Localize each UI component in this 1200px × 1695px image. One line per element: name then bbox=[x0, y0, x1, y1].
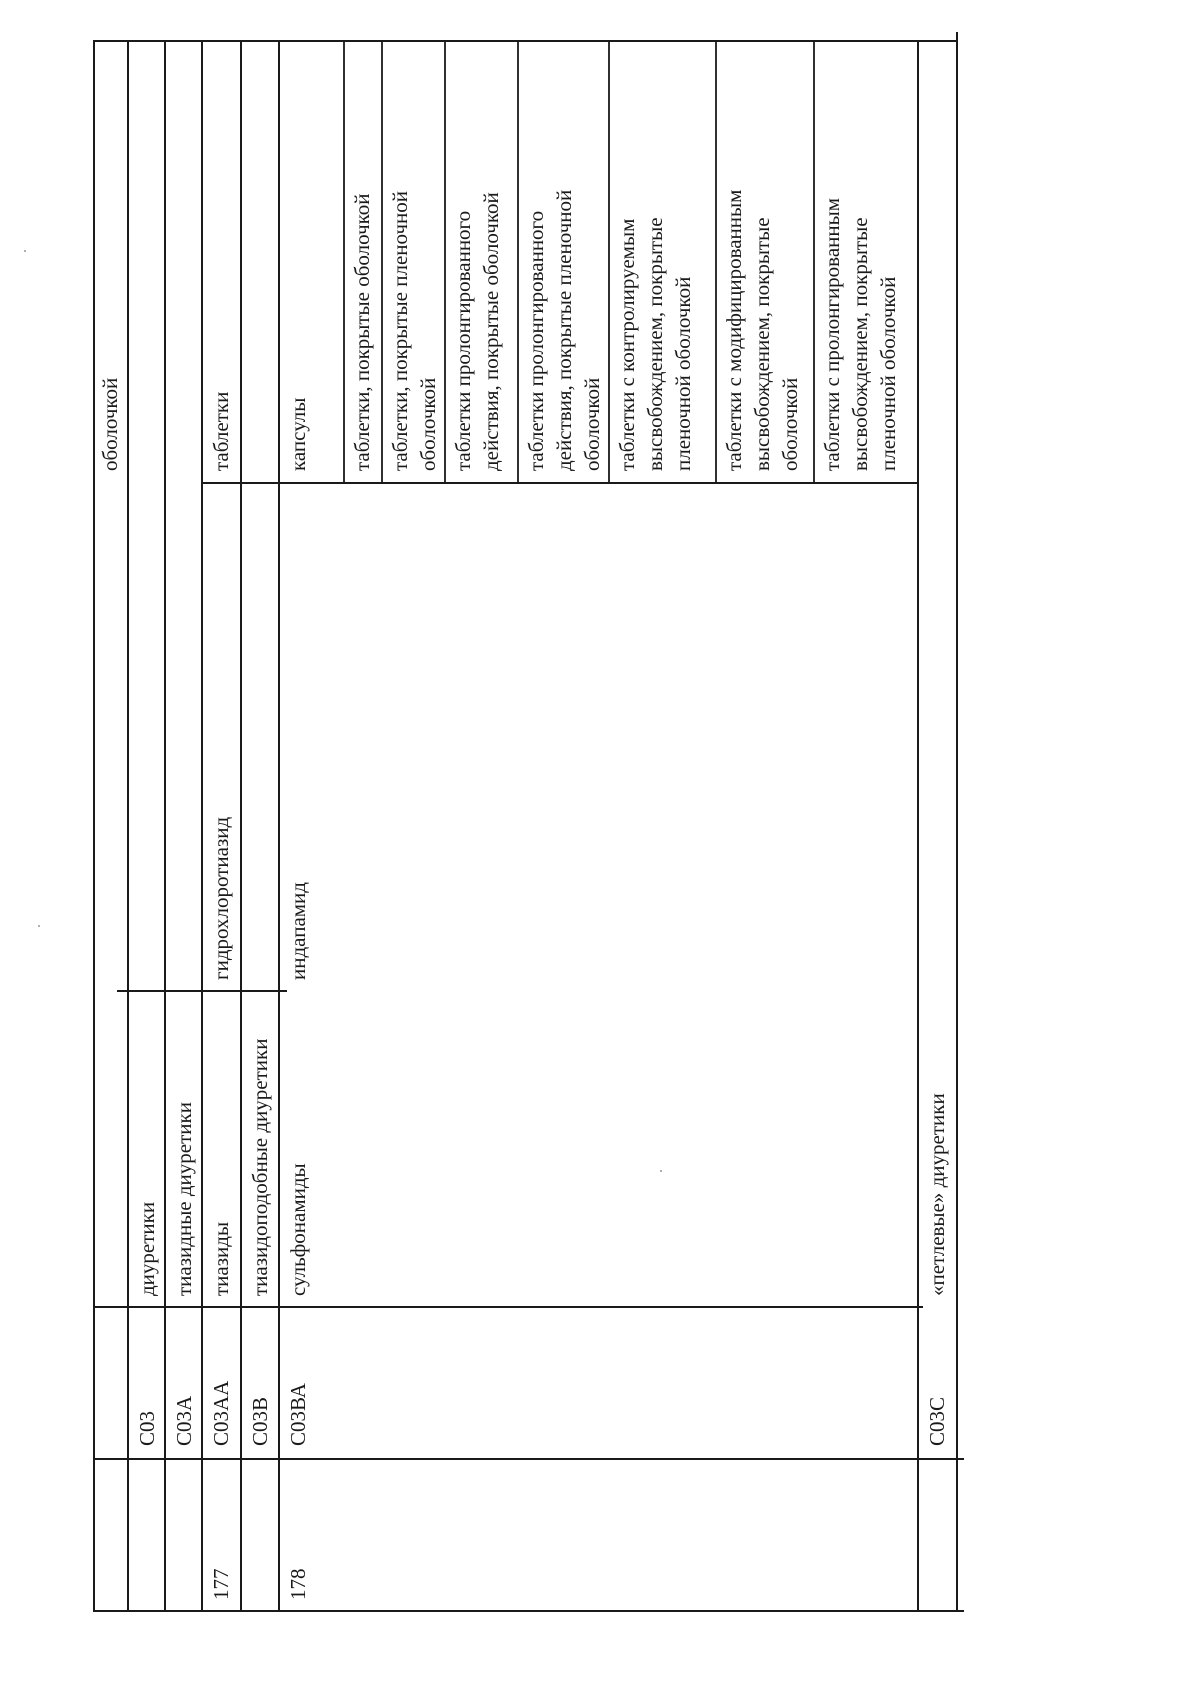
row-number-cell: 177 bbox=[209, 1568, 233, 1600]
table-rule bbox=[343, 40, 345, 484]
table-rule bbox=[93, 40, 956, 42]
atc-group-name-cell: «петлевые» диуретики bbox=[925, 1093, 949, 1296]
table-rule bbox=[917, 40, 919, 1612]
atc-code-cell: С03С bbox=[925, 1396, 949, 1446]
dosage-form-cell: таблетки пролонгированного действия, покрытые оболочкой bbox=[451, 192, 503, 471]
table-rule bbox=[608, 40, 610, 484]
table-rule bbox=[278, 40, 280, 1612]
table-rule bbox=[93, 40, 95, 1612]
inn-cell: индапамид bbox=[286, 882, 310, 980]
dosage-form-cell: таблетки, покрытые оболочкой bbox=[350, 193, 374, 471]
table-rule bbox=[201, 40, 203, 1612]
dosage-form-cell: таблетки с модифицированным высвобождением, покрытые оболочкой bbox=[722, 189, 802, 471]
dosage-form-cell: таблетки пролонгированного действия, покрытые пленочной оболочкой bbox=[524, 189, 604, 471]
table-rule bbox=[813, 40, 815, 484]
dosage-form-cell: таблетки с контролируемым высвобождением, покрытые пленочной оболочкой bbox=[615, 217, 695, 471]
inn-cell: гидрохлоротиазид bbox=[209, 816, 233, 980]
dosage-form-cell: таблетки, покрытые пленочной оболочкой bbox=[388, 190, 440, 471]
atc-group-name-cell: тиазидные диуретики bbox=[172, 1102, 196, 1296]
atc-group-name-cell: диуретики bbox=[135, 1201, 159, 1296]
scan-speck bbox=[660, 1170, 662, 1172]
table-rule bbox=[715, 40, 717, 484]
atc-code-cell: С03АА bbox=[209, 1380, 233, 1446]
row-number-cell: 178 bbox=[286, 1568, 310, 1600]
dosage-form-cell: таблетки с пролонгированным высвобождением, покрытые пленочной оболочкой bbox=[820, 197, 900, 471]
table-rule bbox=[240, 40, 242, 1612]
atc-group-name-cell: тиазиды bbox=[209, 1221, 233, 1296]
table-rule bbox=[381, 40, 383, 484]
table-rule bbox=[93, 1610, 964, 1612]
dosage-form-cell: оболочкой bbox=[98, 377, 122, 471]
atc-code-cell: С03 bbox=[135, 1410, 159, 1446]
table-rule bbox=[202, 482, 919, 484]
table-rule bbox=[956, 32, 958, 1612]
table-rule bbox=[93, 1306, 923, 1308]
scan-speck bbox=[38, 925, 40, 927]
dosage-form-cell: таблетки bbox=[209, 391, 233, 471]
scan-speck bbox=[24, 250, 26, 252]
atc-code-cell: С03А bbox=[172, 1395, 196, 1446]
table-rule bbox=[517, 40, 519, 484]
atc-code-cell: С03ВА bbox=[286, 1383, 310, 1446]
table-rule bbox=[127, 40, 129, 1612]
atc-group-name-cell: тиазидоподобные диуретики bbox=[248, 1038, 272, 1296]
table-rule bbox=[444, 40, 446, 484]
atc-group-name-cell: сульфонамиды bbox=[286, 1163, 310, 1296]
dosage-form-cell: капсулы bbox=[286, 397, 310, 471]
atc-code-cell: С03В bbox=[248, 1396, 272, 1446]
table-rule bbox=[93, 1458, 964, 1460]
table-rule bbox=[164, 40, 166, 1612]
